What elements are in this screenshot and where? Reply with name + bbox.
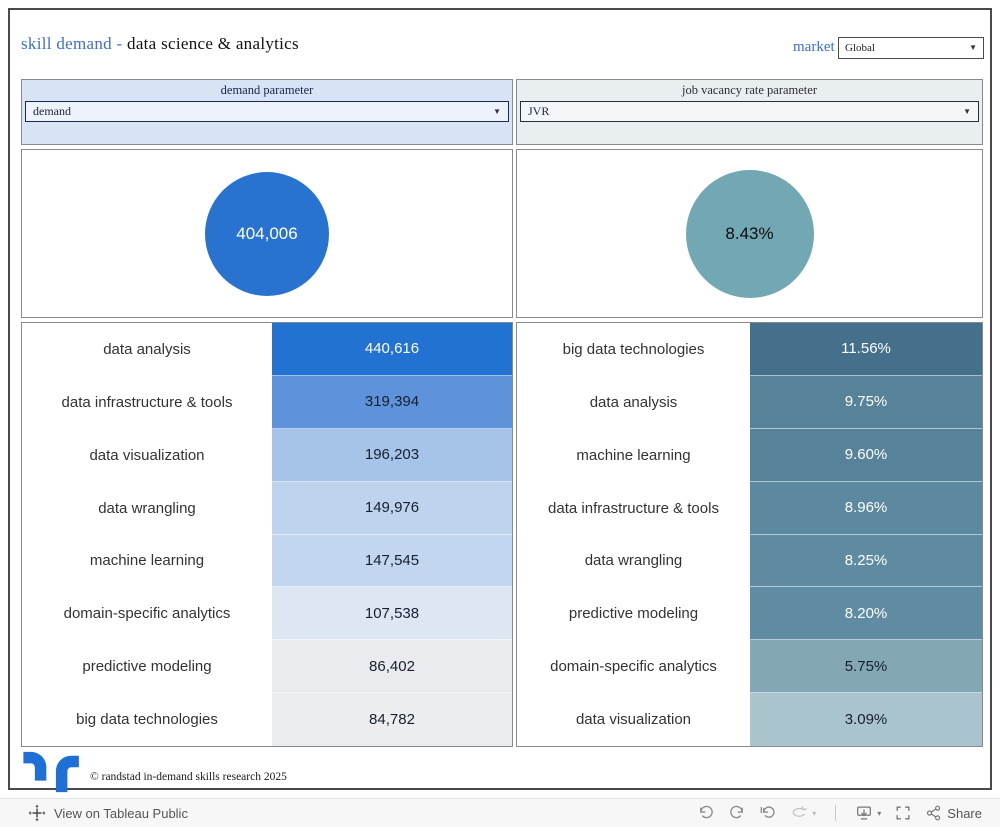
value-cell[interactable]: 196,203	[272, 429, 512, 482]
demand-kpi-panel	[21, 149, 513, 318]
refresh-icon	[790, 804, 808, 822]
jvr-parameter-title: job vacancy rate parameter	[682, 83, 817, 97]
title-highlight: skill demand -	[21, 34, 123, 53]
table-row	[517, 587, 982, 640]
dashboard	[8, 8, 992, 790]
market-value: Global	[845, 42, 875, 54]
table-row	[517, 482, 982, 535]
table-row	[22, 429, 512, 482]
demand-table	[21, 322, 513, 747]
undo-icon	[697, 804, 715, 822]
skill-label[interactable]: data visualization	[517, 693, 750, 746]
randstad-logo-icon	[23, 750, 85, 799]
redo-icon	[728, 804, 746, 822]
value-cell[interactable]: 9.75%	[750, 376, 982, 429]
copyright-text: © randstad in-demand skills research 2025	[90, 771, 287, 783]
table-row	[22, 323, 512, 376]
jvr-total-circle[interactable]	[686, 170, 814, 298]
value-cell[interactable]: 11.56%	[750, 323, 982, 376]
skill-label[interactable]: domain-specific analytics	[517, 640, 750, 693]
skill-label[interactable]: big data technologies	[22, 693, 272, 746]
jvr-parameter-dropdown[interactable]	[520, 101, 979, 122]
skill-label[interactable]: data analysis	[22, 323, 272, 376]
table-row	[517, 376, 982, 429]
table-row	[517, 323, 982, 376]
view-on-tableau-public-link[interactable]: View on Tableau Public	[54, 805, 188, 821]
fullscreen-button[interactable]	[892, 802, 914, 824]
share-button[interactable]	[923, 802, 984, 824]
chevron-down-icon: ▼	[493, 106, 501, 116]
jvr-parameter-value: JVR	[528, 104, 550, 118]
value-cell[interactable]: 84,782	[272, 693, 512, 746]
chevron-down-icon: ▼	[963, 106, 971, 116]
value-cell[interactable]: 8.25%	[750, 535, 982, 588]
tableau-toolbar	[0, 798, 1000, 827]
value-cell[interactable]: 5.75%	[750, 640, 982, 693]
tableau-logo-icon	[28, 804, 46, 822]
reset-button[interactable]	[757, 802, 779, 824]
skill-label[interactable]: machine learning	[517, 429, 750, 482]
table-row	[22, 640, 512, 693]
share-label: Share	[947, 805, 982, 821]
table-row	[517, 429, 982, 482]
table-row	[22, 587, 512, 640]
jvr-total-value: 8.43%	[725, 223, 774, 243]
undo-button[interactable]	[695, 802, 717, 824]
demand-total-circle[interactable]	[205, 172, 329, 296]
demand-parameter-title: demand parameter	[220, 83, 314, 97]
chevron-down-icon: ▼	[969, 43, 977, 52]
table-row	[22, 376, 512, 429]
toolbar-divider	[835, 805, 836, 821]
value-cell[interactable]: 149,976	[272, 482, 512, 535]
value-cell[interactable]: 319,394	[272, 376, 512, 429]
skill-label[interactable]: data analysis	[517, 376, 750, 429]
value-cell[interactable]: 86,402	[272, 640, 512, 693]
demand-parameter-value: demand	[33, 104, 71, 118]
value-cell[interactable]: 440,616	[272, 323, 512, 376]
demand-parameter-panel	[21, 79, 513, 145]
table-row	[22, 535, 512, 588]
redo-button[interactable]	[726, 802, 748, 824]
market-dropdown[interactable]	[838, 37, 984, 59]
fullscreen-icon	[894, 804, 912, 822]
chevron-down-icon: ▾	[812, 808, 817, 818]
skill-label[interactable]: data infrastructure & tools	[22, 376, 272, 429]
skill-label[interactable]: data wrangling	[22, 482, 272, 535]
value-cell[interactable]: 147,545	[272, 535, 512, 588]
skill-label[interactable]: data visualization	[22, 429, 272, 482]
demand-total-value: 404,006	[236, 223, 298, 243]
table-row	[22, 482, 512, 535]
skill-label[interactable]: data wrangling	[517, 535, 750, 588]
skill-label[interactable]: data infrastructure & tools	[517, 482, 750, 535]
chevron-down-icon: ▾	[877, 808, 882, 818]
title-rest: data science & analytics	[122, 34, 299, 53]
table-row	[517, 535, 982, 588]
market-label: market	[793, 39, 835, 55]
jvr-parameter-panel	[516, 79, 983, 145]
table-row	[22, 693, 512, 746]
skill-label[interactable]: predictive modeling	[22, 640, 272, 693]
page-title	[21, 34, 299, 54]
table-row	[517, 640, 982, 693]
download-button[interactable]	[853, 802, 883, 824]
refresh-button[interactable]	[788, 802, 818, 824]
skill-label[interactable]: machine learning	[22, 535, 272, 588]
jvr-table	[516, 322, 983, 747]
skill-label[interactable]: domain-specific analytics	[22, 587, 272, 640]
reset-icon	[759, 804, 777, 822]
value-cell[interactable]: 8.20%	[750, 587, 982, 640]
table-row	[517, 693, 982, 746]
skill-label[interactable]: predictive modeling	[517, 587, 750, 640]
download-icon	[855, 804, 873, 822]
value-cell[interactable]: 8.96%	[750, 482, 982, 535]
jvr-kpi-panel	[516, 149, 983, 318]
value-cell[interactable]: 9.60%	[750, 429, 982, 482]
value-cell[interactable]: 107,538	[272, 587, 512, 640]
value-cell[interactable]: 3.09%	[750, 693, 982, 746]
share-icon	[925, 804, 943, 822]
demand-parameter-dropdown[interactable]	[25, 101, 509, 122]
skill-label[interactable]: big data technologies	[517, 323, 750, 376]
